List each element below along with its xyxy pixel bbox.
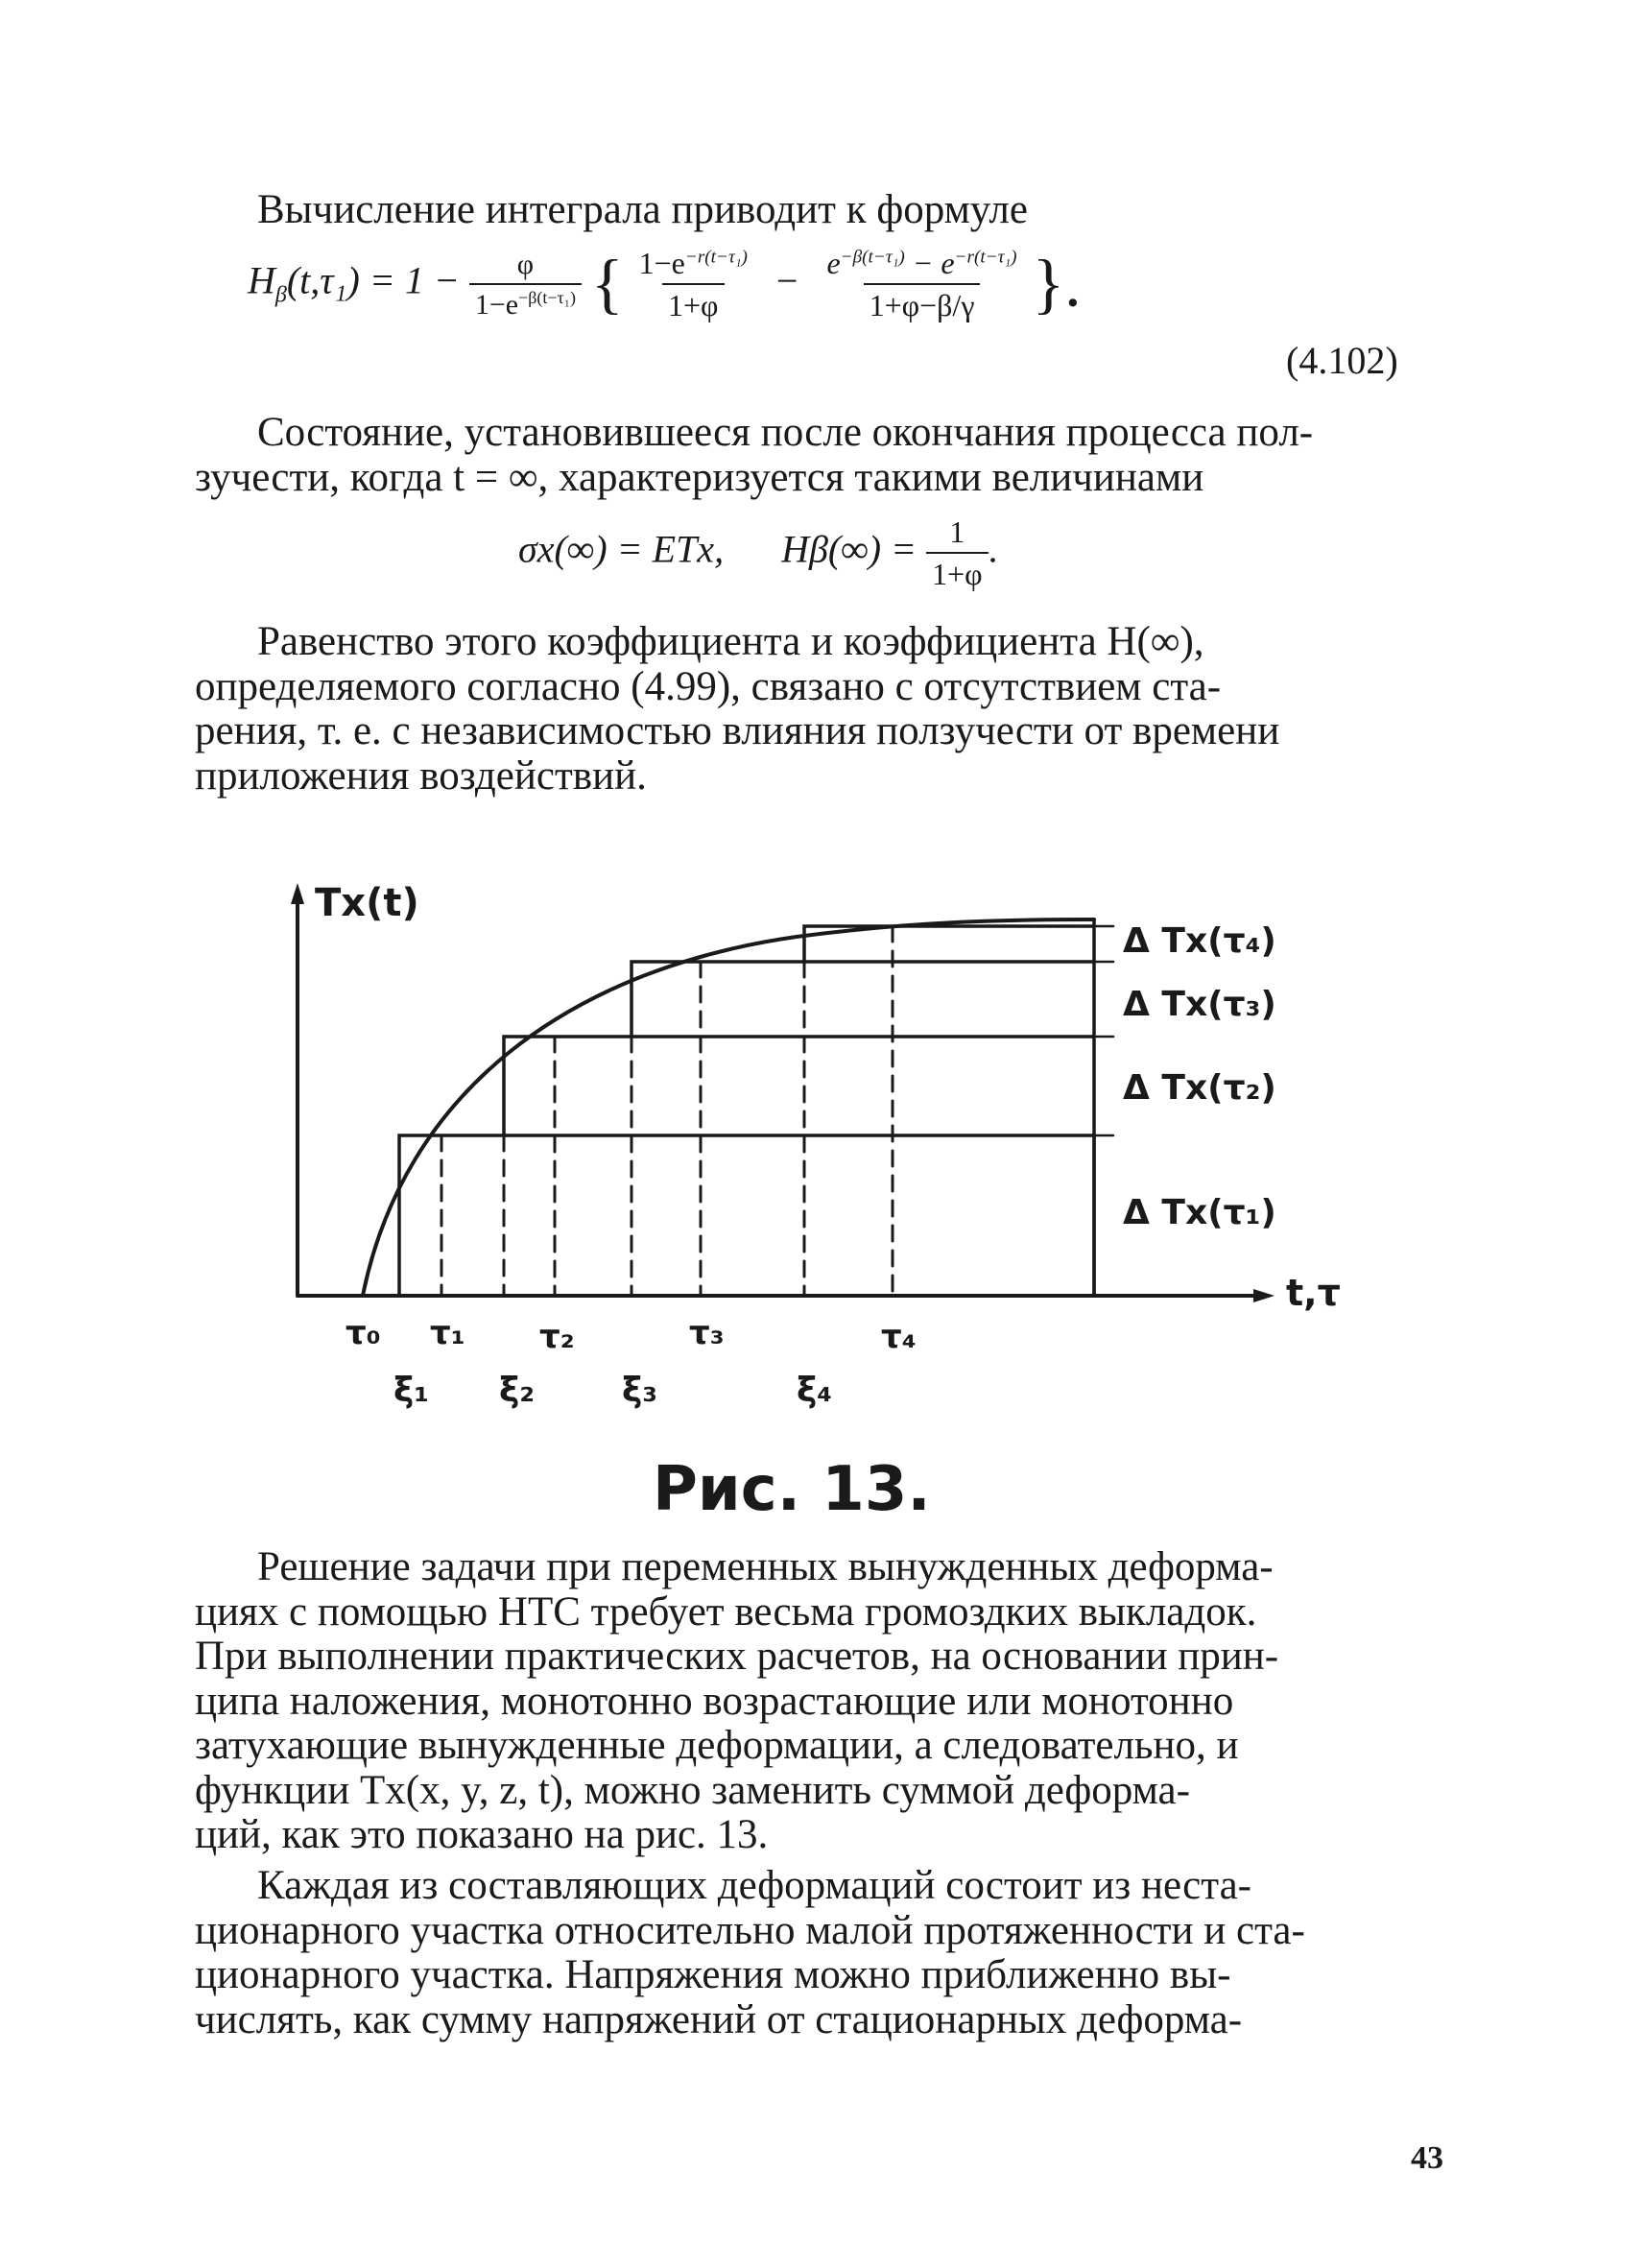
tau-label-2: τ₂ [539,1318,575,1356]
fraction-inf [926,514,989,592]
fraction-phi [469,249,582,322]
fraction-inf-den: 1+φ [926,552,989,592]
fraction-third-num-b-exp: −r(t−τ₁) [954,247,1017,268]
fraction-third [821,246,1022,323]
tau-label-1: τ₁ [430,1314,465,1352]
tau-label-3: τ₃ [689,1314,725,1352]
equation-infinity [518,514,998,592]
fraction-second-num [633,246,753,283]
paragraph-1 [195,411,1438,500]
xi-label-4: ξ₄ [797,1371,833,1410]
deformation-curve [363,919,1094,1296]
fraction-third-den: 1+φ−β/γ [864,283,981,323]
eq-inf-end: . [988,527,998,571]
para4-line-2: ционарного участка относительно малой протяженности и ста- [195,1907,1305,1953]
para3-line-1: Решение задачи при переменных вынужденных деформа- [257,1544,1274,1589]
paragraph-3 [195,1545,1438,1858]
eq-lhs: H [248,258,275,302]
para2-line-2: определяемого согласно (4.99), связано с отсутствием ста- [195,663,1222,709]
para3-line-4: ципа наложения, монотонно возрастающие или монотонно [195,1678,1234,1724]
fraction-phi-den [469,283,582,322]
equation-4-102 [248,246,1082,323]
fraction-third-num [821,246,1022,283]
y-axis-label: Tx(t) [315,883,419,925]
para2-line-3: рения, т. е. с независимостью влияния ползучести от времени [195,708,1280,753]
delta-label-1: Δ Tx(τ₁) [1123,1193,1276,1232]
para3-line-7: ций, как это показано на рис. 13. [195,1812,769,1857]
x-axis-arrow [1253,1289,1275,1302]
para2-line-4: приложения воздействий. [195,752,647,799]
y-axis-arrow [291,883,304,904]
figure-caption: Рис. 13. [653,1454,931,1525]
delta-label-3: Δ Tx(τ₃) [1123,985,1276,1024]
fraction-second-den: 1+φ [662,283,725,323]
para3-line-5: затухающие вынужденные деформации, а следовательно, и [195,1723,1239,1768]
fraction-phi-num: φ [516,248,535,280]
eq-lhs-sub: β [274,282,287,308]
para4-line-4: числять, как сумму напряжений от стационарных деформа- [195,1996,1243,2042]
paragraph-4 [195,1864,1438,2042]
para2-line-1: Равенство этого коэффициента и коэффициента H(∞), [257,619,1204,664]
xi-label-3: ξ₃ [622,1371,658,1410]
para1-line-1: Состояние, установившееся после окончания процесса пол- [257,410,1314,455]
tau-label-4: τ₄ [881,1318,917,1356]
eq-lhs-args: (t,τ₁) = 1 − [286,258,460,302]
fraction-third-num-a: e [826,246,841,280]
eq-inf-right-lhs: Hβ(∞) = [781,527,917,571]
para3-line-3: При выполнении практических расчетов, на основании прин- [195,1634,1279,1679]
fraction-second-num-exp: −r(t−τ₁) [684,247,748,268]
para4-line-3: ционарного участка. Напряжения можно приближенно вы- [195,1952,1231,1997]
eq-inf-left: σx(∞) = ETx, [518,527,725,571]
figure-13 [259,883,1363,1459]
eq-minus: − [775,258,798,302]
intro-text: Вычисление интеграла приводит к формуле [257,187,1028,232]
fraction-second [633,246,753,323]
delta-label-4: Δ Tx(τ₄) [1123,921,1276,961]
step-2 [504,1037,1094,1135]
fraction-third-num-a-exp: −β(t−τ₁) [840,247,905,268]
tau-label-0: τ₀ [345,1314,381,1352]
fraction-inf-num: 1 [949,514,965,549]
xi-label-2: ξ₂ [499,1371,536,1410]
para3-line-2: циях с помощью НТС требует весьма громоздких выкладок. [195,1588,1257,1635]
left-brace: { [591,247,624,322]
paragraph-2 [195,620,1438,799]
para3-line-6: функции Tx(x, y, z, t), можно заменить суммой деформа- [195,1767,1190,1813]
x-axis-label: t,τ [1286,1272,1341,1314]
fraction-phi-den-exp: −β(t−τ₁) [518,287,577,307]
fraction-second-num-base: 1−e [638,246,685,280]
fraction-third-num-mid: − e [904,246,955,280]
para1-line-2: зучести, когда t = ∞, характеризуется такими величинами [195,454,1204,500]
para4-line-1: Каждая из составляющих деформаций состоит из неста- [257,1863,1251,1908]
xi-label-1: ξ₁ [393,1371,430,1410]
intro-line [257,188,1438,233]
fraction-phi-den-base: 1−e [474,288,519,321]
right-brace: }. [1032,247,1082,322]
page-number: 43 [1411,2140,1443,2176]
equation-number: (4.102) [1286,339,1398,382]
delta-label-2: Δ Tx(τ₂) [1123,1068,1276,1108]
